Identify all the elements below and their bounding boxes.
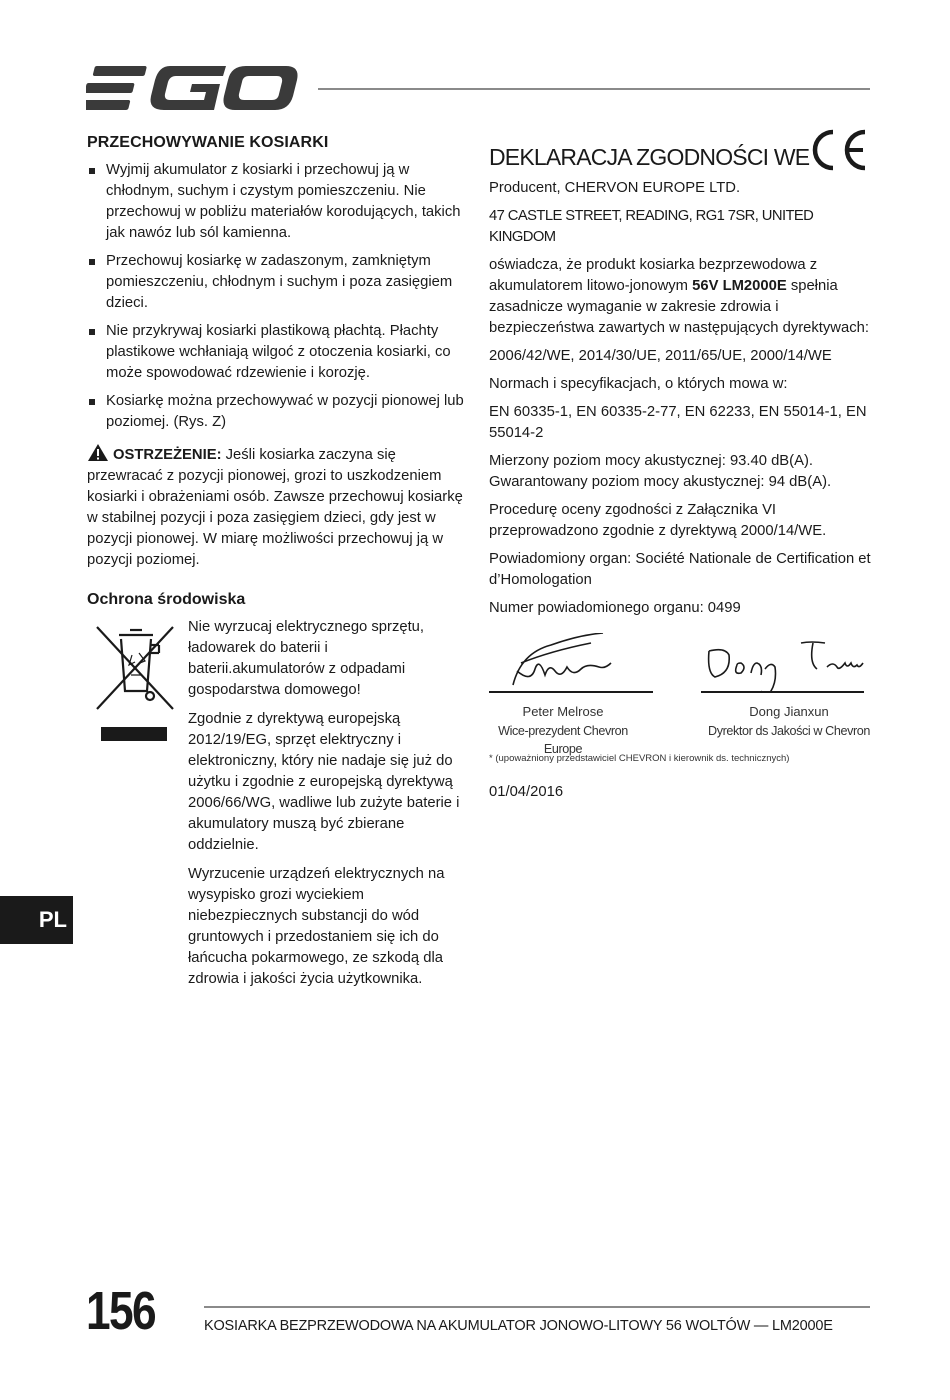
warning-block <box>87 443 467 571</box>
address-line: 47 CASTLE STREET, READING, RG1 7SR, UNITED KINGDOM <box>489 208 814 245</box>
right-column <box>489 134 871 800</box>
signatory-role: Dyrektor ds Jakości w Chevron <box>708 724 870 738</box>
declaration-title: DEKLARACJA ZGODNOŚCI WE <box>489 144 810 170</box>
producer-line: Producent, CHERVON EUROPE LTD. <box>489 180 741 196</box>
environment-paragraph: Zgodnie z dyrektywą europejską 2012/19/EG, sprzęt elektryczny i elektroniczny, który nie nadaje się już do użytku i zgodnie z europejską dyrektywą 2006/66/WG, wadliwe lub zużyte baterie i akumulatory muszą być zbierane oddzielnie. <box>188 711 460 853</box>
declaration-header <box>489 134 871 178</box>
declaration-date: 01/04/2016 <box>489 784 564 800</box>
storage-bullet: Nie przykrywaj kosiarki plastikową płachtą. Płachty plastikowe wchłaniają wilgoć z otoczenia kosiarki, co może spowodować rdzewienie i korozję. <box>87 321 467 384</box>
environment-text <box>188 617 467 990</box>
signature-image <box>491 633 656 693</box>
signature-line <box>701 691 864 693</box>
procedure-line: Procedurę oceny zgodności z Załącznika VI przeprowadzono zgodnie z dyrektywą 2000/14/WE. <box>489 502 827 539</box>
signatures <box>489 633 871 763</box>
signatory-role: Wice-prezydent Chevron Europe <box>498 724 628 756</box>
notified-number: Numer powiadomionego organu: 0499 <box>489 600 741 616</box>
environment-title: Ochrona środowiska <box>87 591 246 608</box>
norms-line: EN 60335-1, EN 60335-2-77, EN 62233, EN 55014-1, EN 55014-2 <box>489 404 867 441</box>
language-tab <box>0 896 73 944</box>
environment-paragraph: Nie wyrzucaj elektrycznego sprzętu, ładowarek do baterii i baterii.akumulatorów z odpadami gospodarstwa domowego! <box>188 619 425 698</box>
language-code: PL <box>38 907 67 932</box>
model-name: 56V LM2000E <box>692 278 787 294</box>
statement-text: spełnia zasadnicze wymaganie w zakresie zdrowia i bezpieczeństwa zawartych w następujących dyrektywach: <box>489 278 869 336</box>
noise-guaranteed: Gwarantowany poziom mocy akustycznej: 94 dB(A). <box>489 474 832 490</box>
directives-line: 2006/42/WE, 2014/30/UE, 2011/65/UE, 2000/14/WE <box>489 348 832 364</box>
left-column <box>87 134 467 998</box>
noise-levels <box>489 451 871 493</box>
footer-title: KOSIARKA BEZPRZEWODOWA NA AKUMULATOR JONOWO-LITOWY 56 WOLTÓW — LM2000E <box>204 1318 833 1334</box>
storage-bullet: Przechowuj kosiarkę w zadaszonym, zamkniętym pomieszczeniu, chłodnym i suchym i poza zasięgiem dzieci. <box>87 251 467 314</box>
storage-title: PRZECHOWYWANIE KOSIARKI <box>87 134 329 151</box>
environment-paragraph: Wyrzucenie urządzeń elektrycznych na wysypisko grozi wyciekiem niebezpiecznych substancji do wód gruntowych i przedostaniem się ich do łańcucha pokarmowego, ze szkodą dla zdrowia i jakości życia użytkownika. <box>188 866 445 987</box>
header-rule <box>318 88 870 90</box>
warning-text: Jeśli kosiarka zaczyna się przewracać z pozycji pionowej, grozi to uszkodzeniem kosiarki i obrażeniami osób. Zawsze przechowuj kosiarkę w stabilnej pozycji i poza zasięgiem dzieci, gdy jest w pozycji pionowej. W miarę możliwości przechowuj ją w pozycji poziomej. <box>87 447 463 568</box>
signatory-name: Peter Melrose <box>522 704 604 719</box>
declaration-statement <box>489 255 871 339</box>
environment-section <box>87 617 467 990</box>
footer-rule <box>204 1306 870 1308</box>
warning-label: OSTRZEŻENIE: <box>113 447 222 463</box>
page-number: 156 <box>86 1281 155 1341</box>
storage-bullet: Wyjmij akumulator z kosiarki i przechowuj ją w chłodnym, suchym i czystym pomieszczeniu. Nie przechowuj w pobliżu materiałów korodujących, takich jak nawóz lub sól kamienna. <box>87 160 467 244</box>
crossed-out-bin-icon <box>95 619 175 744</box>
noise-measured: Mierzony poziom mocy akustycznej: 93.40 dB(A). <box>489 453 814 469</box>
signature-image <box>701 633 866 693</box>
footnote: * (upoważniony przedstawiciel CHEVRON i kierownik ds. technicznych) <box>489 753 790 764</box>
signatory-name: Dong Jianxun <box>749 704 829 719</box>
signature-line <box>489 691 653 693</box>
norms-intro: Normach i specyfikacjach, o których mowa w: <box>489 376 788 392</box>
storage-bullets <box>87 160 467 433</box>
storage-bullet: Kosiarkę można przechowywać w pozycji pionowej lub poziomej. (Rys. Z) <box>87 391 467 433</box>
notified-body: Powiadomiony organ: Société Nationale de Certification et d’Homologation <box>489 551 871 588</box>
ce-mark-icon <box>809 128 869 172</box>
statement-text: oświadcza, że produkt kosiarka bezprzewodowa z akumulatorem litowo-jonowym <box>489 257 818 294</box>
warning-triangle-icon <box>87 443 109 462</box>
ego-logo <box>86 62 298 114</box>
